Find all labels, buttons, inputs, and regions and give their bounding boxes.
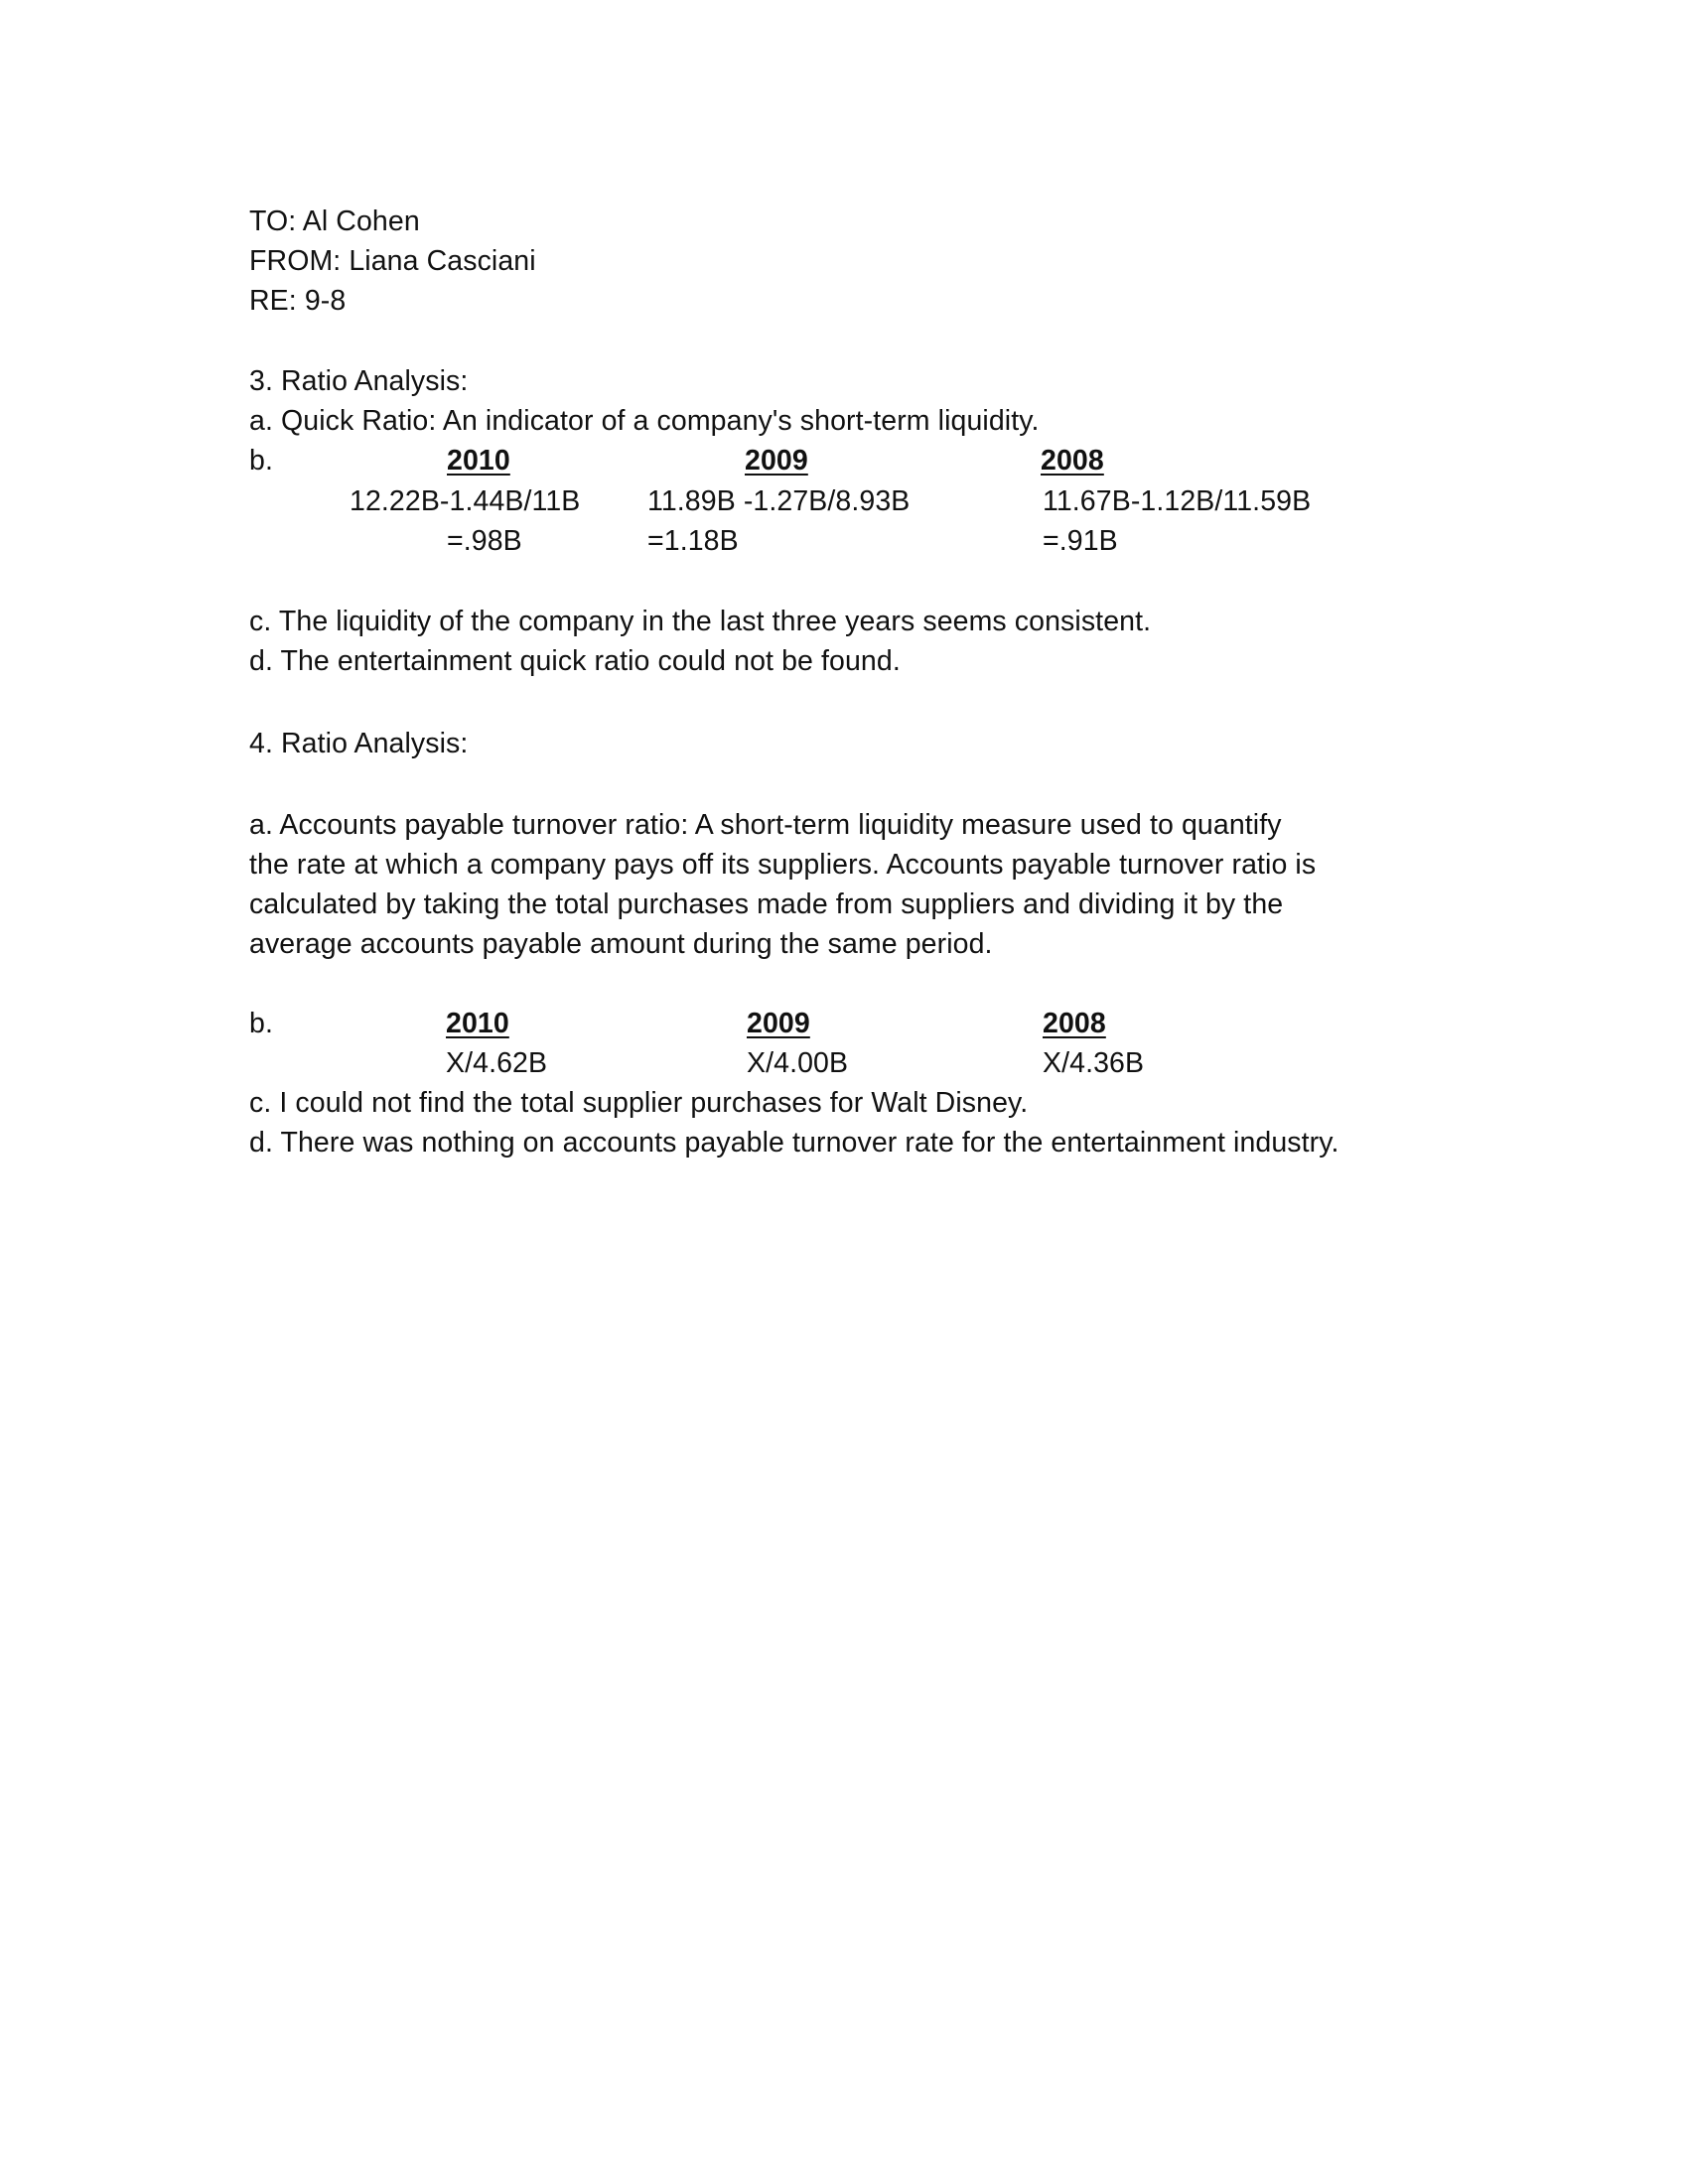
section4-item-a-line: calculated by taking the total purchases made from suppliers and dividing it by the xyxy=(249,888,1284,920)
ap-turnover-year-2008: 2008 xyxy=(1043,1008,1106,1039)
memo-from: FROM: Liana Casciani xyxy=(249,245,536,277)
quick-ratio-formula-2008: 11.67B-1.12B/11.59B xyxy=(1043,485,1312,517)
section4-item-d: d. There was nothing on accounts payable turnover rate for the entertainment industry. xyxy=(249,1127,1339,1159)
quick-ratio-result-2008: =.91B xyxy=(1043,525,1118,557)
section3-item-d: d. The entertainment quick ratio could not be found. xyxy=(249,645,901,677)
section3-item-b-label: b. xyxy=(249,445,273,477)
section4-item-a-line: average accounts payable amount during the same period. xyxy=(249,928,993,960)
section4-item-b-label: b. xyxy=(249,1008,273,1039)
section3-item-a: a. Quick Ratio: An indicator of a company's short-term liquidity. xyxy=(249,405,1040,437)
quick-ratio-formula-2009: 11.89B -1.27B/8.93B xyxy=(647,485,911,517)
ap-turnover-value-2010: X/4.62B xyxy=(446,1047,548,1079)
section3-title: 3. Ratio Analysis: xyxy=(249,365,469,397)
ap-turnover-year-2010: 2010 xyxy=(446,1008,509,1039)
quick-ratio-year-2008: 2008 xyxy=(1041,445,1104,477)
section4-item-c: c. I could not find the total supplier purchases for Walt Disney. xyxy=(249,1087,1029,1119)
memo-to: TO: Al Cohen xyxy=(249,205,420,237)
quick-ratio-result-2009: =1.18B xyxy=(647,525,739,557)
section3-item-c: c. The liquidity of the company in the last three years seems consistent. xyxy=(249,606,1152,637)
quick-ratio-year-2010: 2010 xyxy=(447,445,510,477)
quick-ratio-year-2009: 2009 xyxy=(745,445,808,477)
section4-item-a-line: the rate at which a company pays off its suppliers. Accounts payable turnover ratio is xyxy=(249,849,1317,881)
memo-re: RE: 9-8 xyxy=(249,285,347,317)
ap-turnover-value-2008: X/4.36B xyxy=(1043,1047,1145,1079)
ap-turnover-value-2009: X/4.00B xyxy=(747,1047,849,1079)
ap-turnover-year-2009: 2009 xyxy=(747,1008,810,1039)
section4-item-a-line: a. Accounts payable turnover ratio: A short-term liquidity measure used to quantify xyxy=(249,809,1282,841)
quick-ratio-formula-2010: 12.22B-1.44B/11B xyxy=(350,485,581,517)
section4-title: 4. Ratio Analysis: xyxy=(249,728,469,759)
quick-ratio-result-2010: =.98B xyxy=(447,525,522,557)
